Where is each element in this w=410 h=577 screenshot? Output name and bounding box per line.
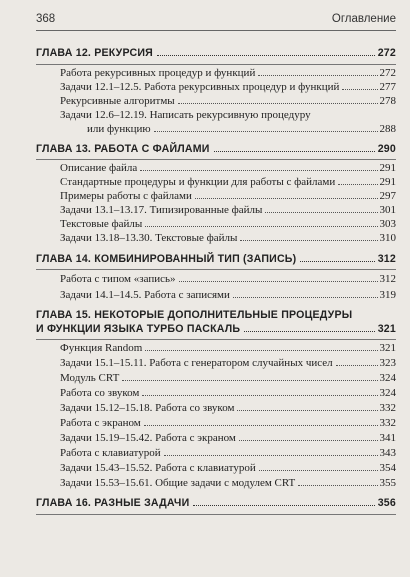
chapter-rule: [36, 514, 396, 515]
dot-leader: [178, 103, 378, 104]
dot-leader: [214, 151, 375, 152]
dot-leader: [157, 55, 375, 56]
entry-text: Задачи 15.19–15.42. Работа с экраном: [60, 432, 236, 444]
toc-entry[interactable]: [60, 204, 396, 218]
chapter-15-heading[interactable]: [36, 309, 396, 337]
entry-page: 324: [379, 387, 396, 399]
entry-page: 355: [379, 477, 396, 489]
entry-page: 297: [379, 190, 396, 202]
running-title: Оглавление: [331, 13, 396, 25]
toc-entry[interactable]: [60, 402, 396, 416]
entry-text: Стандартные процедуры и функции для работы с файлами: [60, 176, 336, 188]
toc-entry[interactable]: [60, 432, 396, 446]
chapter-page: 290: [377, 143, 396, 155]
toc-entry[interactable]: [60, 477, 396, 491]
chapter-title-continuation: [36, 323, 396, 337]
entry-text: Задачи 15.43–15.52. Работа с клавиатурой: [60, 462, 256, 474]
toc-entry[interactable]: [60, 462, 396, 476]
dot-leader: [145, 350, 377, 351]
entry-text: Задачи 13.18–13.30. Текстовые файлы: [60, 232, 238, 244]
entry-page: 277: [379, 81, 396, 93]
entry-page: 310: [379, 232, 396, 244]
entry-page: 319: [379, 289, 396, 301]
toc-entry[interactable]: [60, 190, 396, 204]
entry-text: Примеры работы с файлами: [60, 190, 192, 202]
toc-entry[interactable]: [60, 176, 396, 190]
toc-entry[interactable]: [60, 357, 396, 371]
toc-entry[interactable]: [60, 387, 396, 401]
entry-text: Функция Random: [60, 342, 143, 354]
entry-text: Работа с типом «запись»: [60, 273, 176, 285]
entry-text: или функцию: [87, 123, 151, 135]
page-number: 368: [36, 13, 56, 25]
dot-leader: [233, 297, 378, 298]
entry-text: Работа со звуком: [60, 387, 140, 399]
dot-leader: [338, 184, 377, 185]
dot-leader: [342, 89, 377, 90]
entry-text: Модуль CRT: [60, 372, 120, 384]
chapter-title-line2: И ФУНКЦИИ ЯЗЫКА ТУРБО ПАСКАЛЬ: [36, 323, 241, 335]
entry-text: Работа рекурсивных процедур и функций: [60, 67, 256, 79]
dot-leader: [258, 75, 377, 76]
entry-page: 312: [379, 273, 396, 285]
toc-entry[interactable]: [60, 67, 396, 81]
toc-entry[interactable]: [60, 417, 396, 431]
running-header: [36, 13, 396, 29]
dot-leader: [336, 365, 378, 366]
toc-entry[interactable]: [60, 95, 396, 109]
entry-text: Работа с экраном: [60, 417, 141, 429]
toc-entry[interactable]: [60, 162, 396, 176]
dot-leader: [237, 410, 377, 411]
chapter-page: 312: [377, 253, 396, 265]
entry-text: Рекурсивные алгоритмы: [60, 95, 175, 107]
dot-leader: [179, 281, 378, 282]
entry-page: 278: [379, 95, 396, 107]
toc-entry-first-line[interactable]: Задачи 12.6–12.19. Написать рекурсивную процедуру: [60, 109, 311, 121]
toc-entry[interactable]: [60, 218, 396, 232]
chapter-title: ГЛАВА 16. РАЗНЫЕ ЗАДАЧИ: [36, 497, 190, 509]
entry-page: 288: [379, 123, 396, 135]
entry-page: 332: [379, 402, 396, 414]
chapter-13-heading[interactable]: [36, 143, 396, 157]
dot-leader: [144, 425, 378, 426]
entry-page: 272: [379, 67, 396, 79]
dot-leader: [140, 170, 377, 171]
toc-entry[interactable]: [60, 342, 396, 356]
chapter-title: ГЛАВА 13. РАБОТА С ФАЙЛАМИ: [36, 143, 210, 155]
entry-page: 332: [379, 417, 396, 429]
dot-leader: [145, 226, 377, 227]
chapter-16-heading[interactable]: [36, 497, 396, 511]
chapter-rule: [36, 159, 396, 160]
entry-page: 354: [379, 462, 396, 474]
dot-leader: [259, 470, 378, 471]
chapter-12-heading[interactable]: [36, 47, 396, 61]
dot-leader: [244, 331, 375, 332]
entry-text: Задачи 14.1–14.5. Работа с записями: [60, 289, 230, 301]
chapter-title: ГЛАВА 12. РЕКУРСИЯ: [36, 47, 153, 59]
entry-text: Текстовые файлы: [60, 218, 143, 230]
chapter-rule: [36, 64, 396, 65]
toc-entry[interactable]: [60, 289, 396, 303]
chapter-page: 272: [377, 47, 396, 59]
entry-text: Описание файла: [60, 162, 138, 174]
dot-leader: [142, 395, 377, 396]
chapter-14-heading[interactable]: [36, 253, 396, 267]
chapter-title: ГЛАВА 14. КОМБИНИРОВАННЫЙ ТИП (ЗАПИСЬ): [36, 253, 297, 265]
entry-page: 303: [379, 218, 396, 230]
toc-entry[interactable]: [60, 81, 396, 95]
entry-page: 321: [379, 342, 396, 354]
dot-leader: [154, 131, 378, 132]
chapter-title: ГЛАВА 15. НЕКОТОРЫЕ ДОПОЛНИТЕЛЬНЫЕ ПРОЦЕДУРЫ: [36, 309, 353, 321]
entry-text: Задачи 13.1–13.17. Типизированные файлы: [60, 204, 263, 216]
toc-entry[interactable]: [60, 273, 396, 287]
dot-leader: [239, 440, 378, 441]
entry-page: 301: [379, 204, 396, 216]
entry-page: 324: [379, 372, 396, 384]
toc-entry[interactable]: [60, 232, 396, 246]
entry-text: Работа с клавиатурой: [60, 447, 161, 459]
entry-text: Задачи 12.1–12.5. Работа рекурсивных процедур и функций: [60, 81, 340, 93]
toc-entry[interactable]: [87, 123, 396, 137]
entry-text: Задачи 15.1–15.11. Работа с генератором случайных чисел: [60, 357, 333, 369]
dot-leader: [265, 212, 377, 213]
dot-leader: [240, 240, 377, 241]
entry-text: Задачи 15.12–15.18. Работа со звуком: [60, 402, 235, 414]
chapter-page: 321: [377, 323, 396, 335]
chapter-rule: [36, 269, 396, 270]
entry-page: 291: [379, 176, 396, 188]
dot-leader: [122, 380, 377, 381]
toc-entry[interactable]: [60, 372, 396, 386]
entry-page: 323: [379, 357, 396, 369]
entry-text: Задачи 15.53–15.61. Общие задачи с модулем CRT: [60, 477, 296, 489]
dot-leader: [300, 261, 374, 262]
entry-page: 341: [379, 432, 396, 444]
entry-page: 343: [379, 447, 396, 459]
dot-leader: [193, 505, 374, 506]
dot-leader: [298, 485, 377, 486]
chapter-page: 356: [377, 497, 396, 509]
toc-entry[interactable]: [60, 447, 396, 461]
dot-leader: [164, 455, 378, 456]
entry-page: 291: [379, 162, 396, 174]
dot-leader: [195, 198, 378, 199]
chapter-rule: [36, 339, 396, 340]
header-rule: [36, 30, 396, 31]
